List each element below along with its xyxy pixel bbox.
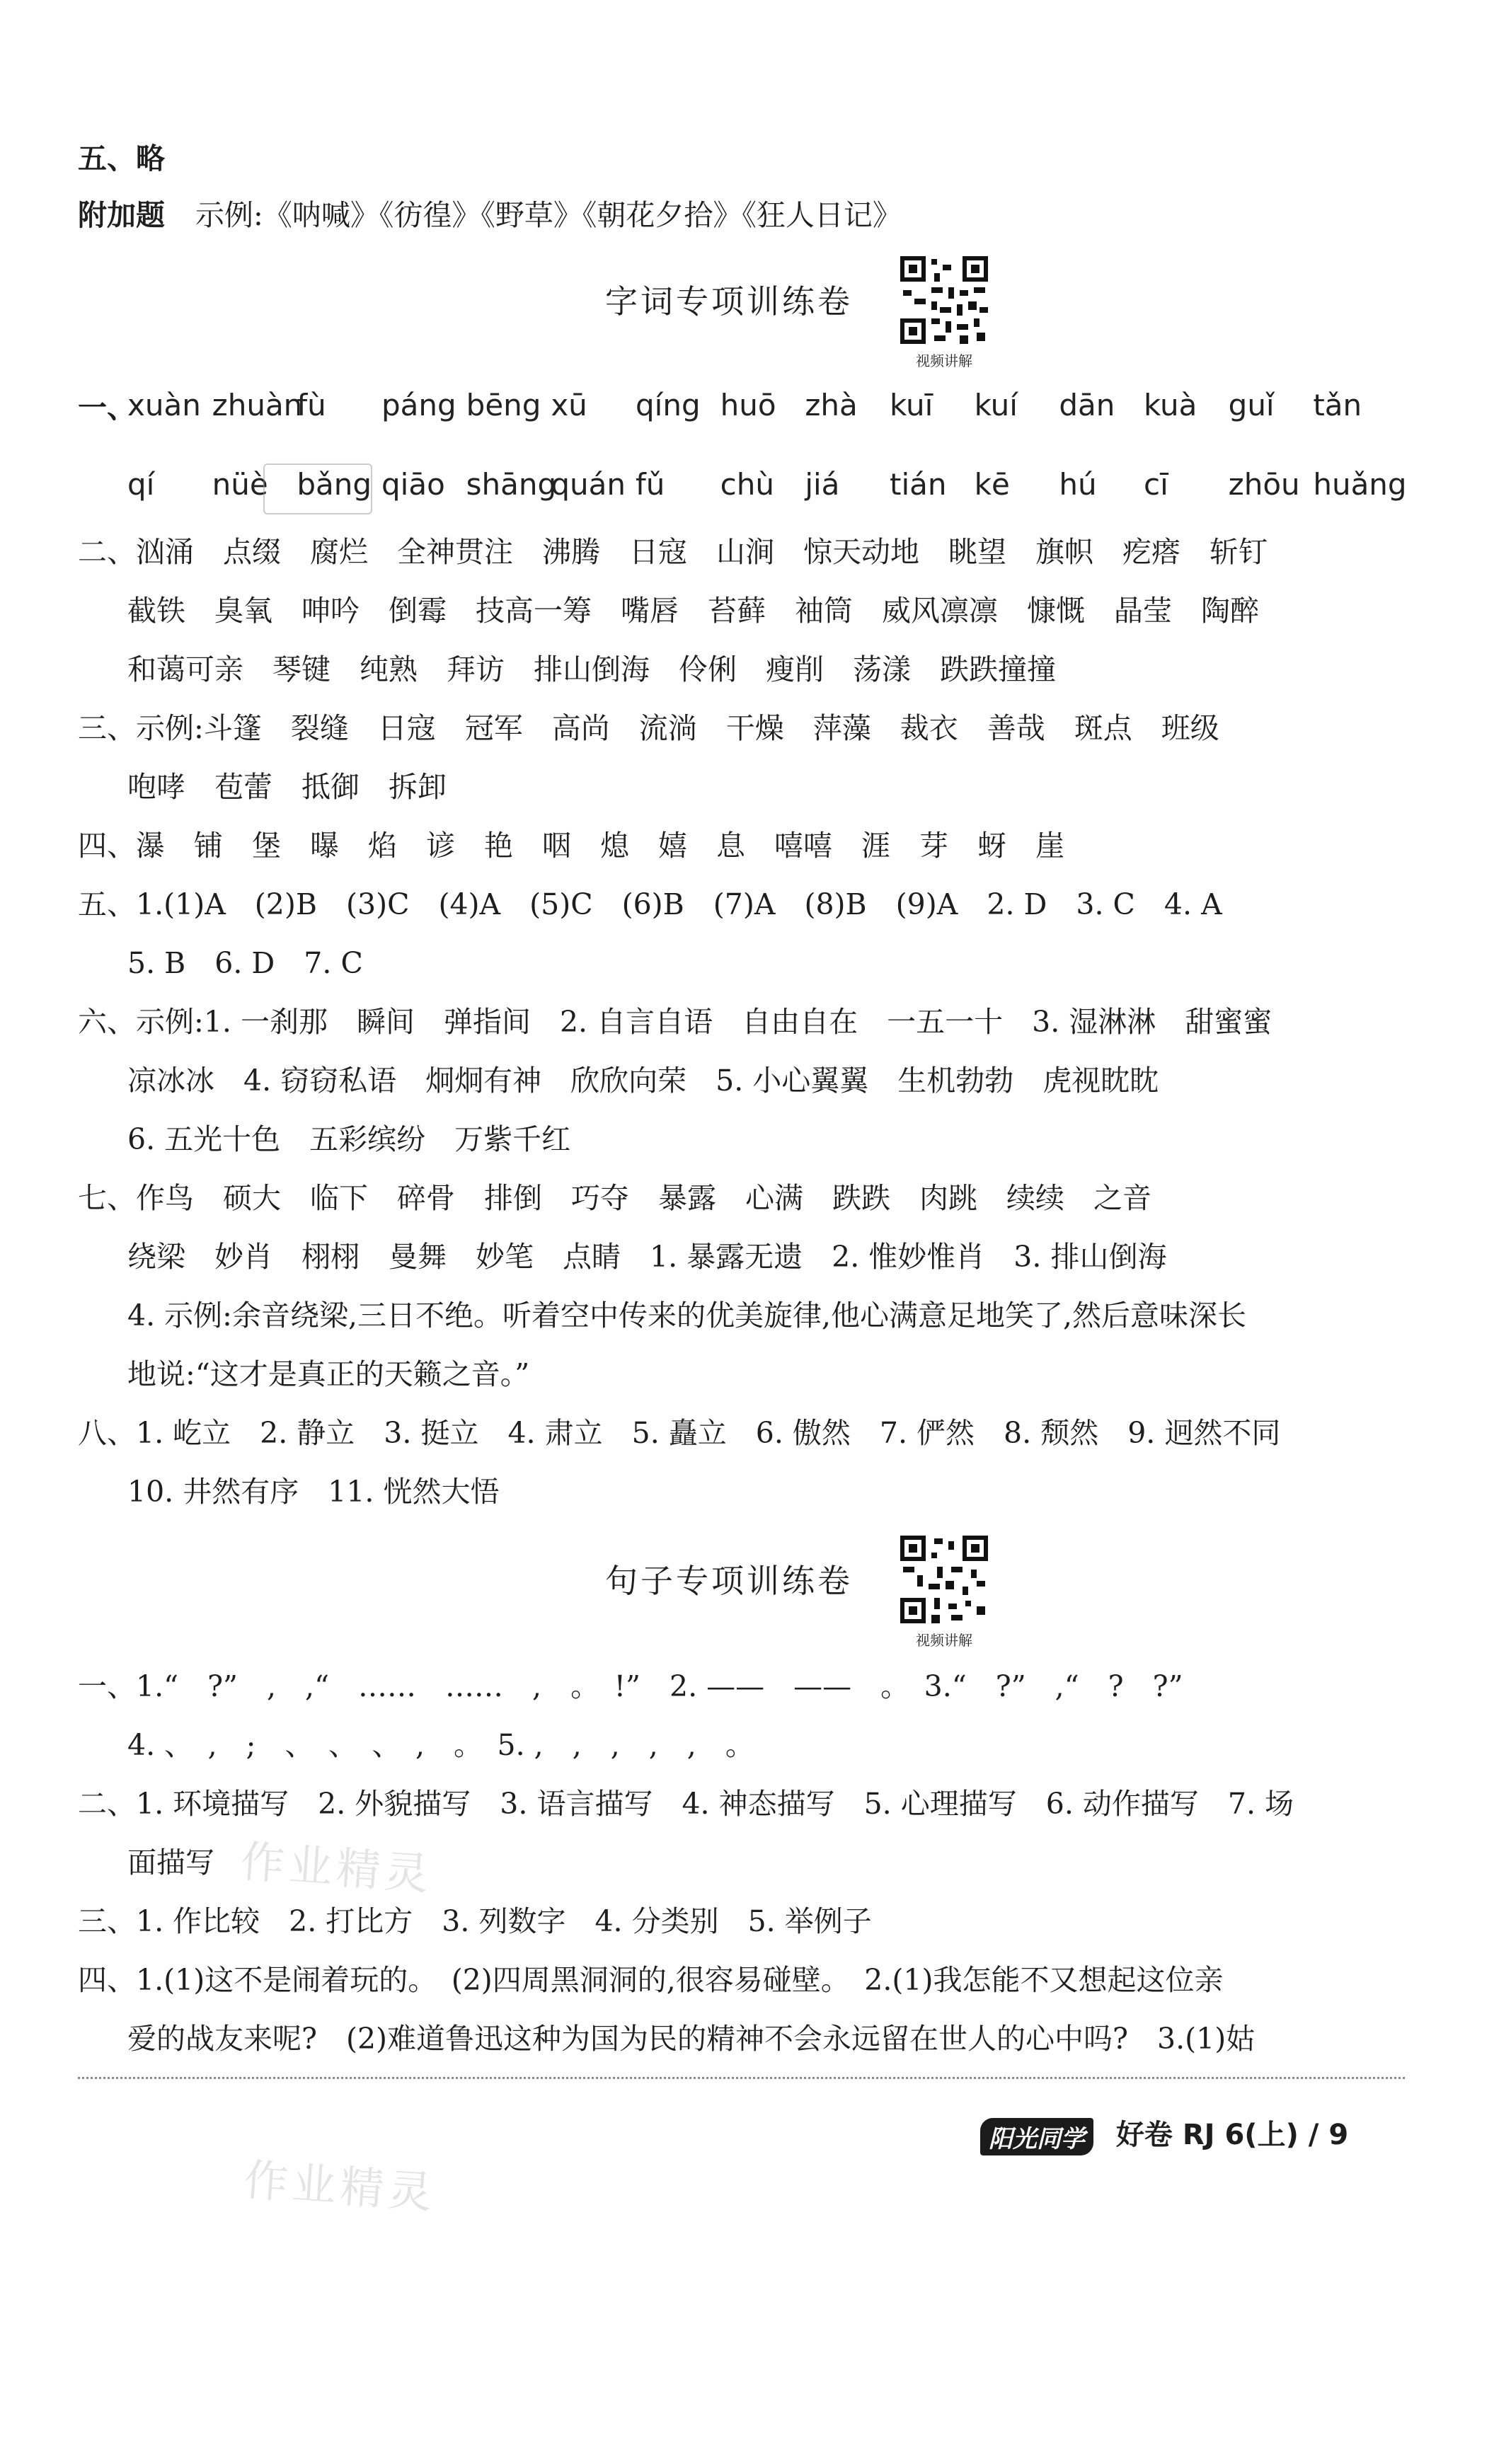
pinyin-item: kuí	[974, 388, 1018, 422]
pinyin-item: dān	[1059, 388, 1115, 422]
juZi-section-4-line-2: 爱的战友来呢? (2)难道鲁迅这种为国为民的精神不会永远留在世人的心中吗? 3.(1)姑	[127, 2022, 1256, 2056]
pinyin-item: cī	[1144, 467, 1168, 502]
qr-code-icon[interactable]	[897, 1533, 991, 1626]
pinyin-item: zhuàn	[212, 388, 303, 422]
ziCi-section-7-line-1: 七、作鸟 硕大 临下 碎骨 排倒 巧夺 暴露 心满 跌跌 肉跳 续续 之音	[78, 1181, 1151, 1215]
ziCi-section-8-line-1: 八、1. 屹立 2. 静立 3. 挺立 4. 肃立 5. 矗立 6. 傲然 7. 俨然 8. 颓然 9. 迥然不同	[78, 1416, 1281, 1450]
juZi-section-3-line: 三、1. 作比较 2. 打比方 3. 列数字 4. 分类别 5. 举例子	[78, 1904, 872, 1938]
section-5-omitted: 五、略	[78, 142, 165, 175]
ziCi-section-5-line-2: 5. B 6. D 7. C	[127, 946, 363, 980]
pinyin-item: xū	[551, 388, 587, 422]
ziCi-section-8-line-2: 10. 井然有序 11. 恍然大悟	[127, 1475, 500, 1509]
pinyin-item: fǔ	[636, 467, 665, 502]
bonus-text: 示例:《呐喊》《彷徨》《野草》《朝花夕拾》《狂人日记》	[195, 198, 902, 232]
brand-logo: 阳光同学	[980, 2118, 1093, 2155]
pinyin-item: fù	[297, 388, 326, 422]
pinyin-item: huō	[720, 388, 776, 422]
pinyin-item: kē	[974, 467, 1010, 502]
ziCi-title: 字词专项训练卷	[605, 282, 853, 321]
qr-code-icon[interactable]	[897, 253, 991, 347]
pinyin-item: qíng	[636, 388, 701, 422]
watermark: 作业精灵	[242, 2153, 438, 2219]
bonus-line	[78, 195, 1408, 235]
ziCi-section-3-line-1: 三、示例:斗篷 裂缝 日寇 冠军 高尚 流淌 干燥 萍藻 裁衣 善哉 斑点 班级	[78, 711, 1219, 745]
pinyin-item: qiāo	[381, 467, 445, 502]
pinyin-section-label: 一、	[78, 391, 136, 425]
pinyin-item: guǐ	[1228, 388, 1275, 422]
ziCi-section-2-line-2: 截铁 臭氧 呻吟 倒霉 技高一筹 嘴唇 苔藓 袖筒 威风凛凛 慷慨 晶莹 陶醉	[127, 594, 1259, 628]
pinyin-item: jiá	[805, 467, 840, 502]
ziCi-section-3-line-2: 咆哮 苞蕾 抵御 拆卸	[127, 770, 447, 804]
juZi-section-4-line-1: 四、1.(1)这不是闹着玩的。 (2)四周黑洞洞的,很容易碰壁。 2.(1)我怎能不又想起这位亲	[78, 1963, 1224, 1997]
pinyin-item: quán	[551, 467, 626, 502]
pinyin-item: hú	[1059, 467, 1097, 502]
ziCi-section-7-line-3: 4. 示例:余音绕梁,三日不绝。听着空中传来的优美旋律,他心满意足地笑了,然后意味深长	[127, 1299, 1247, 1332]
ziCi-section-5-line-1: 五、1.(1)A (2)B (3)C (4)A (5)C (6)B (7)A (8)B (9)A 2. D 3. C 4. A	[78, 887, 1222, 921]
footer	[980, 2112, 1348, 2155]
juZi-section-2-line-2: 面描写	[127, 1846, 214, 1879]
pinyin-item: tǎn	[1313, 388, 1362, 422]
pinyin-item: chù	[720, 467, 774, 502]
ziCi-section-6-line-2: 凉冰冰 4. 窃窃私语 炯炯有神 欣欣向荣 5. 小心翼翼 生机勃勃 虎视眈眈	[127, 1064, 1159, 1098]
pinyin-item: shāng	[466, 467, 557, 502]
pinyin-item: nüè	[212, 467, 268, 502]
qr-video-label-2: 视频讲解	[916, 1632, 972, 1649]
ziCi-section-7-line-4: 地说:“这才是真正的天籁之音。”	[127, 1357, 530, 1391]
pinyin-item: kuī	[890, 388, 933, 422]
juZi-section-1-line-1: 一、1.“ ?” , ,“ …… …… , 。 !” 2. —— —— 。 3.“ ?” ,“ ? ?”	[78, 1669, 1183, 1703]
ziCi-section-2-line-1: 二、汹涌 点缀 腐烂 全神贯注 沸腾 日寇 山涧 惊天动地 眺望 旗帜 疙瘩 斩钉	[78, 535, 1268, 569]
pinyin-item: zhà	[805, 388, 858, 422]
pinyin-item: bǎng	[297, 467, 372, 502]
pinyin-item: kuà	[1144, 388, 1197, 422]
pinyin-item: zhōu	[1228, 467, 1300, 502]
ziCi-section-7-line-2: 绕梁 妙肖 栩栩 曼舞 妙笔 点睛 1. 暴露无遗 2. 惟妙惟肖 3. 排山倒海	[127, 1240, 1167, 1274]
ziCi-section-2-line-3: 和蔼可亲 琴键 纯熟 拜访 排山倒海 伶俐 瘦削 荡漾 跌跌撞撞	[127, 652, 1056, 686]
qr-video-label: 视频讲解	[916, 352, 972, 369]
juZi-section-2-line-1: 二、1. 环境描写 2. 外貌描写 3. 语言描写 4. 神态描写 5. 心理描写 6. 动作描写 7. 场	[78, 1787, 1294, 1821]
pinyin-item: huǎng	[1313, 467, 1407, 502]
ziCi-section-6-line-1: 六、示例:1. 一刹那 瞬间 弹指间 2. 自言自语 自由自在 一五一十 3. 湿淋淋 甜蜜蜜	[78, 1005, 1272, 1039]
juZi-title: 句子专项训练卷	[605, 1562, 853, 1600]
footer-divider	[78, 2077, 1405, 2079]
stamp-mark	[263, 464, 372, 514]
pinyin-item: bēng	[466, 388, 541, 422]
bonus-label: 附加题	[78, 198, 165, 232]
watermark: 作业精灵	[239, 1835, 435, 1901]
ziCi-section-4-line: 四、瀑 铺 堡 曝 焰 谚 艳 咽 熄 嬉 息 嘻嘻 涯 芽 蚜 崖	[78, 829, 1064, 863]
pinyin-item: páng	[381, 388, 456, 422]
pinyin-item: qí	[127, 467, 155, 502]
ziCi-section-6-line-3: 6. 五光十色 五彩缤纷 万紫千红	[127, 1122, 571, 1156]
pinyin-item: tián	[890, 467, 947, 502]
pinyin-item: xuàn	[127, 388, 201, 422]
juZi-section-1-line-2: 4. 、 , ; 、 、 、 , 。 5. , , , , , 。	[127, 1728, 754, 1762]
footer-page-info: 好卷 RJ 6(上) / 9	[1115, 2119, 1349, 2151]
